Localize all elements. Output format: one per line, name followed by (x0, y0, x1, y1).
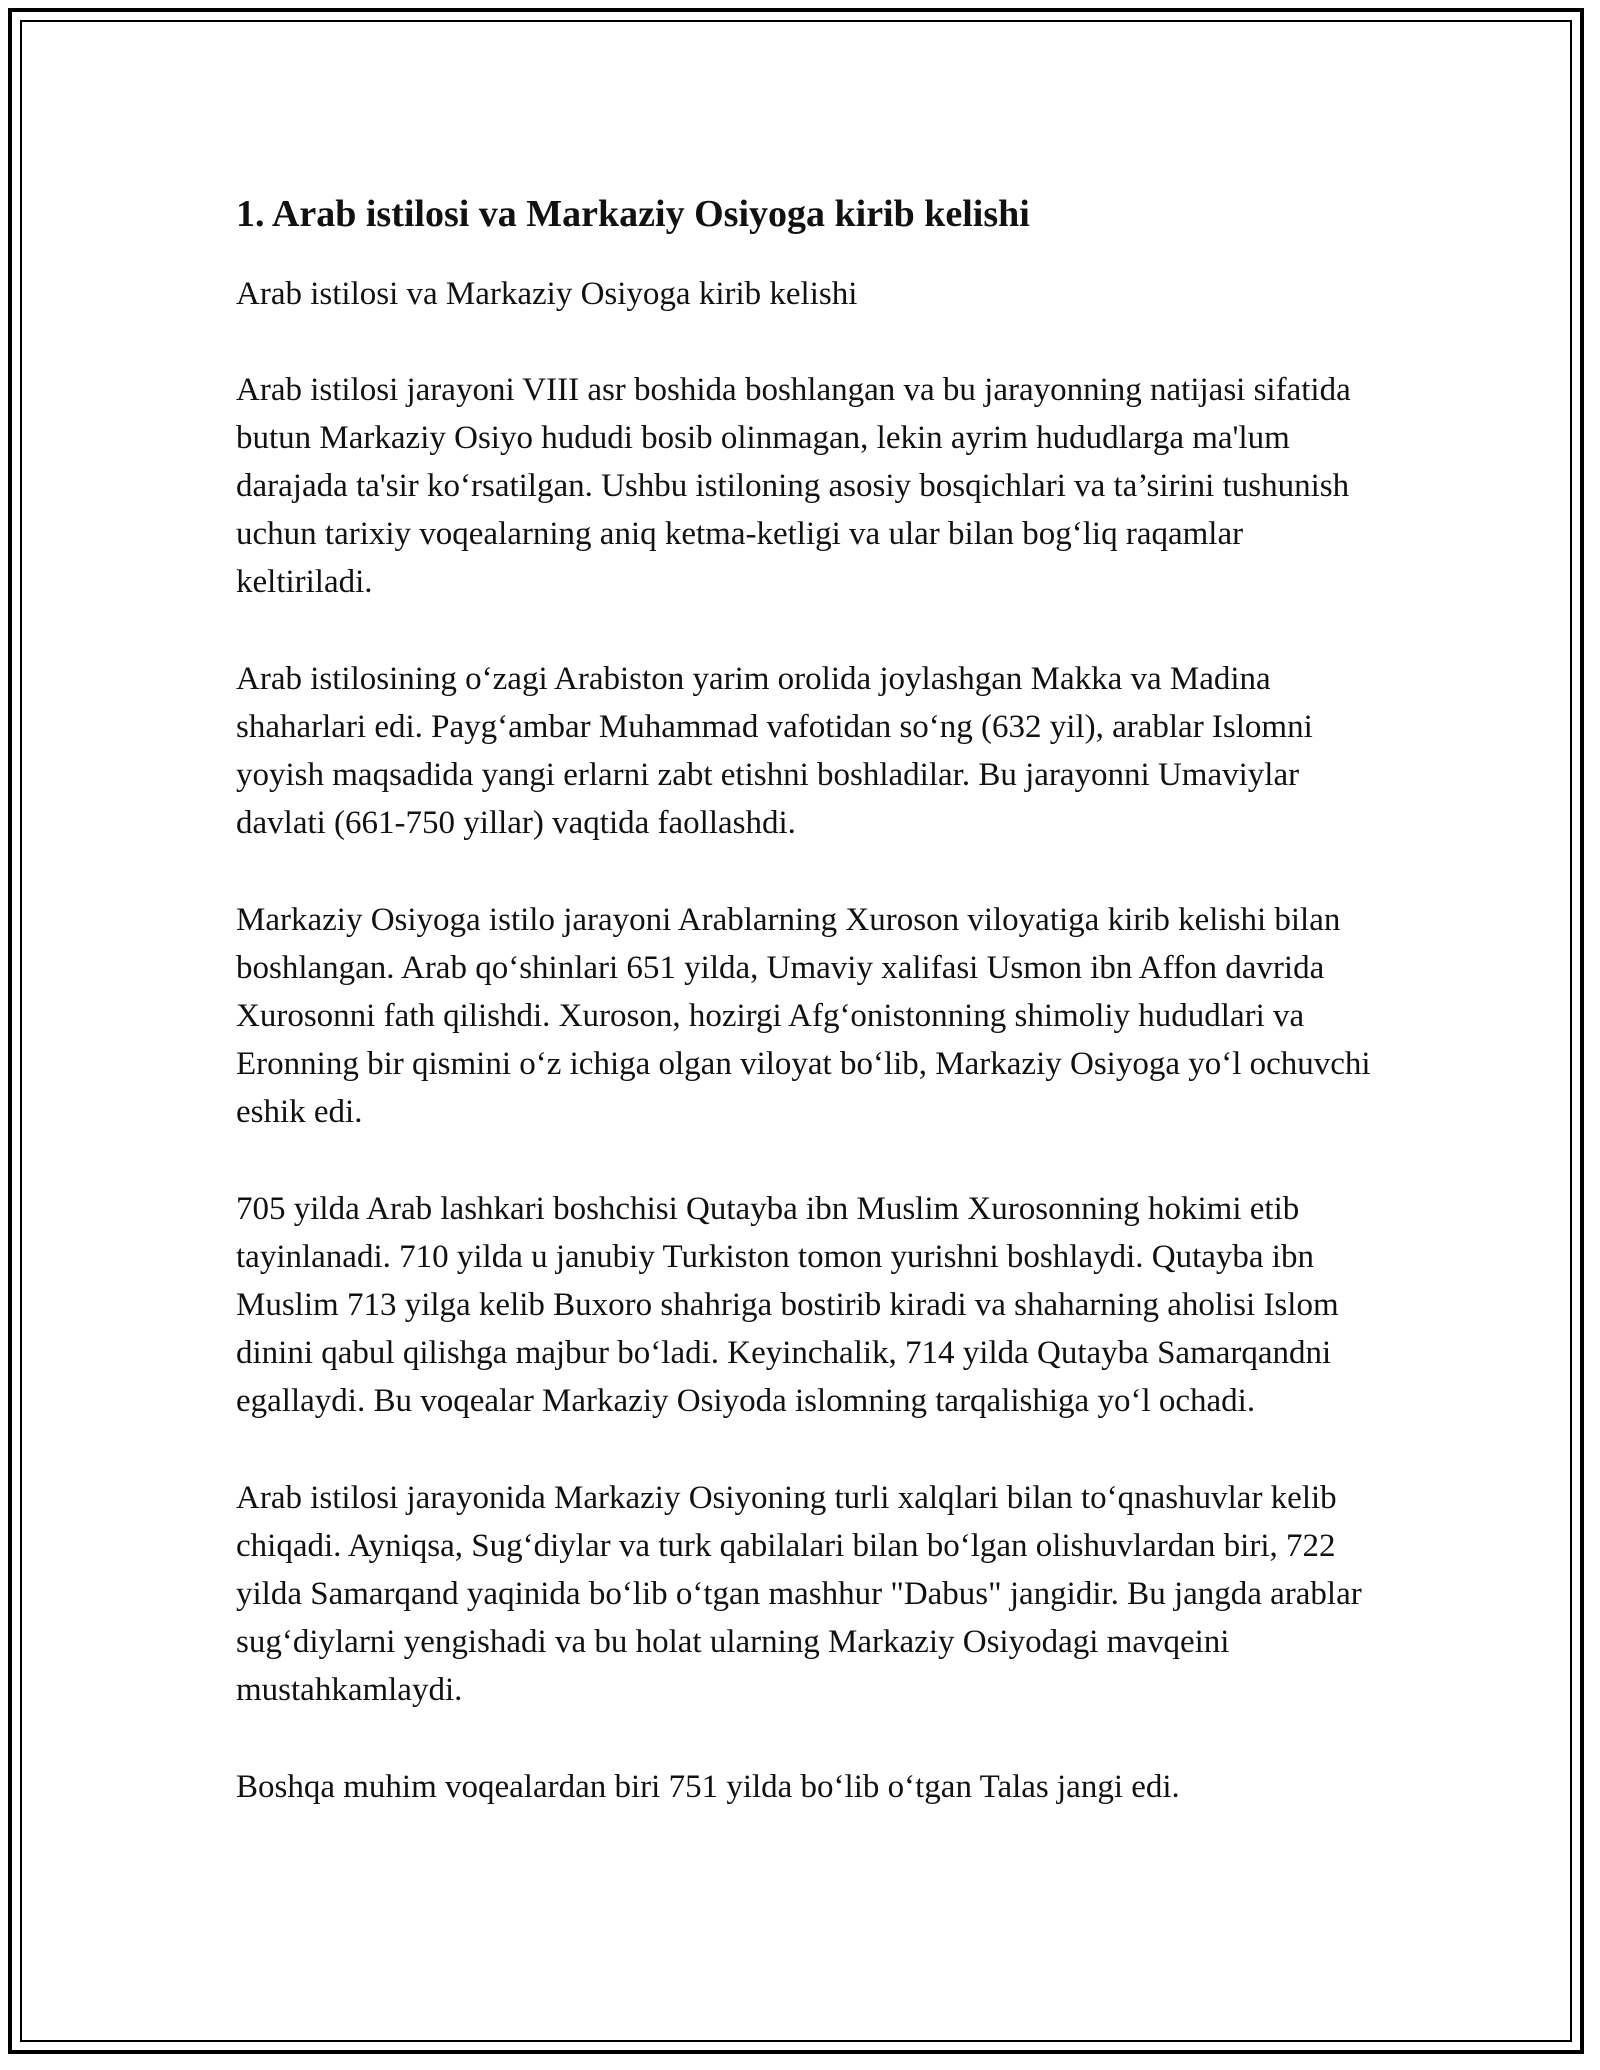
paragraph-conflicts: Arab istilosi jarayonida Markaziy Osiyoning turli xalqlari bilan to‘qnashuvlar kelib chiqadi. Ayniqsa, Sug‘diylar va turk qabilalari bilan bo‘lgan olishuvlardan biri, 722 yilda Samarqand yaqinida bo‘lib o‘tgan mashhur "Dabus" jangidir. Bu jangda arablar sug‘diylarni yengishadi va bu holat ularning Markaziy Osiyodagi mavqeini mustahkamlaydi. (236, 1480, 1362, 1708)
paragraph-talas: Boshqa muhim voqealardan biri 751 yilda bo‘lib o‘tgan Talas jangi edi. (236, 1769, 1180, 1805)
paragraph-intro: Arab istilosi jarayoni VIII asr boshida boshlangan va bu jarayonning natijasi sifatida butun Markaziy Osiyo hududi bosib olinmagan, lekin ayrim hududlarga ma'lum darajada ta'sir ko‘rsatilgan. Ushbu istiloning asosiy bosqichlari va ta’sirini tushunish uchun tarixiy voqealarning aniq ketma-ketligi va ular bilan bog‘liq raqamlar keltiriladi. (236, 372, 1351, 600)
document-body (236, 184, 1376, 1811)
document-subtitle: Arab istilosi va Markaziy Osiyoga kirib kelishi (236, 276, 858, 312)
paragraph-khorasan: Markaziy Osiyoga istilo jarayoni Arablarning Xuroson viloyatiga kirib kelishi bilan boshlangan. Arab qo‘shinlari 651 yilda, Umaviy xalifasi Usmon ibn Affon davrida Xurosonni fath qilishdi. Xuroson, hozirgi Afg‘onistonning shimoliy hududlari va Eronning bir qismini o‘z ichiga olgan viloyat bo‘lib, Markaziy Osiyoga yo‘l ochuvchi eshik edi. (236, 902, 1371, 1130)
paragraph-origins: Arab istilosining o‘zagi Arabiston yarim orolida joylashgan Makka va Madina shaharlari edi. Payg‘ambar Muhammad vafotidan so‘ng (632 yil), arablar Islomni yoyish maqsadida yangi erlarni zabt etishni boshladilar. Bu jarayonni Umaviylar davlati (661-750 yillar) vaqtida faollashdi. (236, 661, 1313, 841)
paragraph-qutayba: 705 yilda Arab lashkari boshchisi Qutayba ibn Muslim Xurosonning hokimi etib tayinlanadi. 710 yilda u janubiy Turkiston tomon yurishni boshlaydi. Qutayba ibn Muslim 713 yilga kelib Buxoro shahriga bostirib kiradi va shaharning aholisi Islom dinini qabul qilishga majbur bo‘ladi. Keyinchalik, 714 yilda Qutayba Samarqandni egallaydi. Bu voqealar Markaziy Osiyoda islomning tarqalishiga yo‘l ochadi. (236, 1191, 1339, 1419)
document-title: 1. Arab istilosi va Markaziy Osiyoga kirib kelishi (236, 193, 1030, 235)
